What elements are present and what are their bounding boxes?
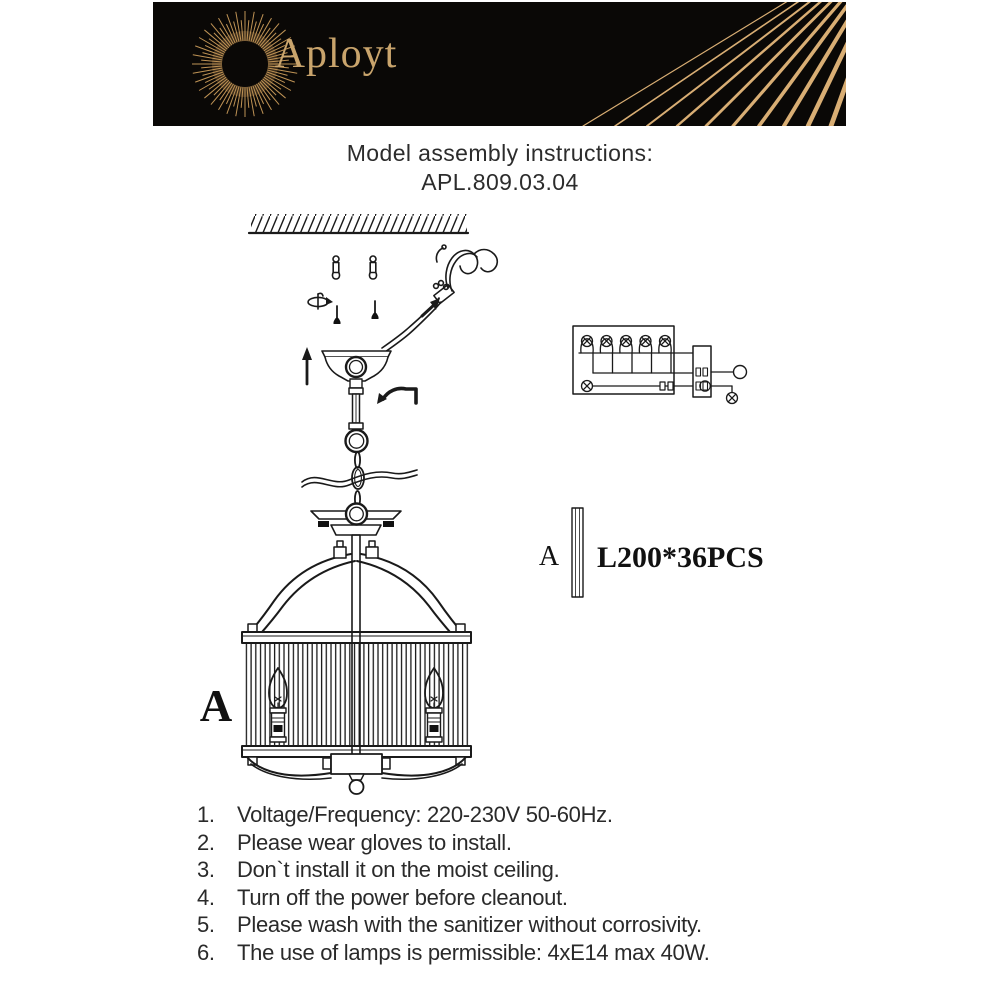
hanging-rod	[349, 388, 363, 429]
drum-shade	[242, 624, 471, 765]
pole-nuts	[334, 541, 378, 558]
model-number: APL.809.03.04	[421, 168, 579, 195]
item-number: 1.	[197, 802, 215, 827]
bottom-assembly	[247, 754, 466, 794]
item-text: Please wear gloves to install.	[237, 829, 512, 855]
list-item	[197, 829, 877, 857]
item-text: The use of lamps is permissible: 4xE14 max 40W.	[237, 939, 710, 965]
item-number: 2.	[197, 829, 215, 855]
hook-tool-icon	[377, 388, 416, 404]
mains-symbol	[734, 366, 747, 379]
lead-wire	[302, 470, 417, 487]
wiring-diagram	[573, 326, 747, 404]
item-text: Please wash with the sanitizer without corrosivity.	[237, 912, 702, 937]
ceiling-canopy	[322, 351, 391, 388]
item-text: Turn off the power before cleanout.	[237, 884, 568, 910]
instruction-list	[197, 801, 877, 966]
item-number: 5.	[197, 912, 215, 937]
left-arm	[246, 554, 355, 640]
list-item	[197, 911, 877, 939]
drum-marker-label: A	[199, 681, 233, 731]
list-item	[197, 856, 877, 884]
item-text: Voltage/Frequency: 220-230V 50-60Hz.	[237, 802, 613, 827]
list-item	[197, 801, 877, 829]
anchor-bolt-icon	[332, 256, 376, 279]
brand-logo-text: Aployt	[274, 31, 398, 77]
terminal-block	[693, 346, 711, 397]
ceiling-hatch	[249, 214, 468, 233]
crystal-rod-part	[572, 508, 583, 597]
item-number: 4.	[197, 884, 215, 910]
fixture-canopy	[311, 504, 401, 536]
item-text: Don`t install it on the moist ceiling.	[237, 857, 560, 882]
part-a-spec: L200*36PCS	[597, 541, 764, 574]
finial-icon	[350, 780, 364, 794]
connector-ring	[346, 430, 368, 452]
part-a-marker: A	[538, 541, 560, 572]
right-arm	[357, 554, 466, 640]
list-item	[197, 884, 877, 912]
mounting-arrow-icon	[302, 347, 312, 384]
page-title: Model assembly instructions:	[346, 140, 654, 166]
part-a-callout	[539, 508, 764, 597]
screw-icon	[334, 301, 379, 324]
lamp-symbols-row	[581, 336, 671, 354]
list-item	[197, 939, 877, 967]
rotation-symbol	[308, 293, 333, 309]
item-number: 3.	[197, 857, 215, 882]
item-number: 6.	[197, 939, 215, 965]
